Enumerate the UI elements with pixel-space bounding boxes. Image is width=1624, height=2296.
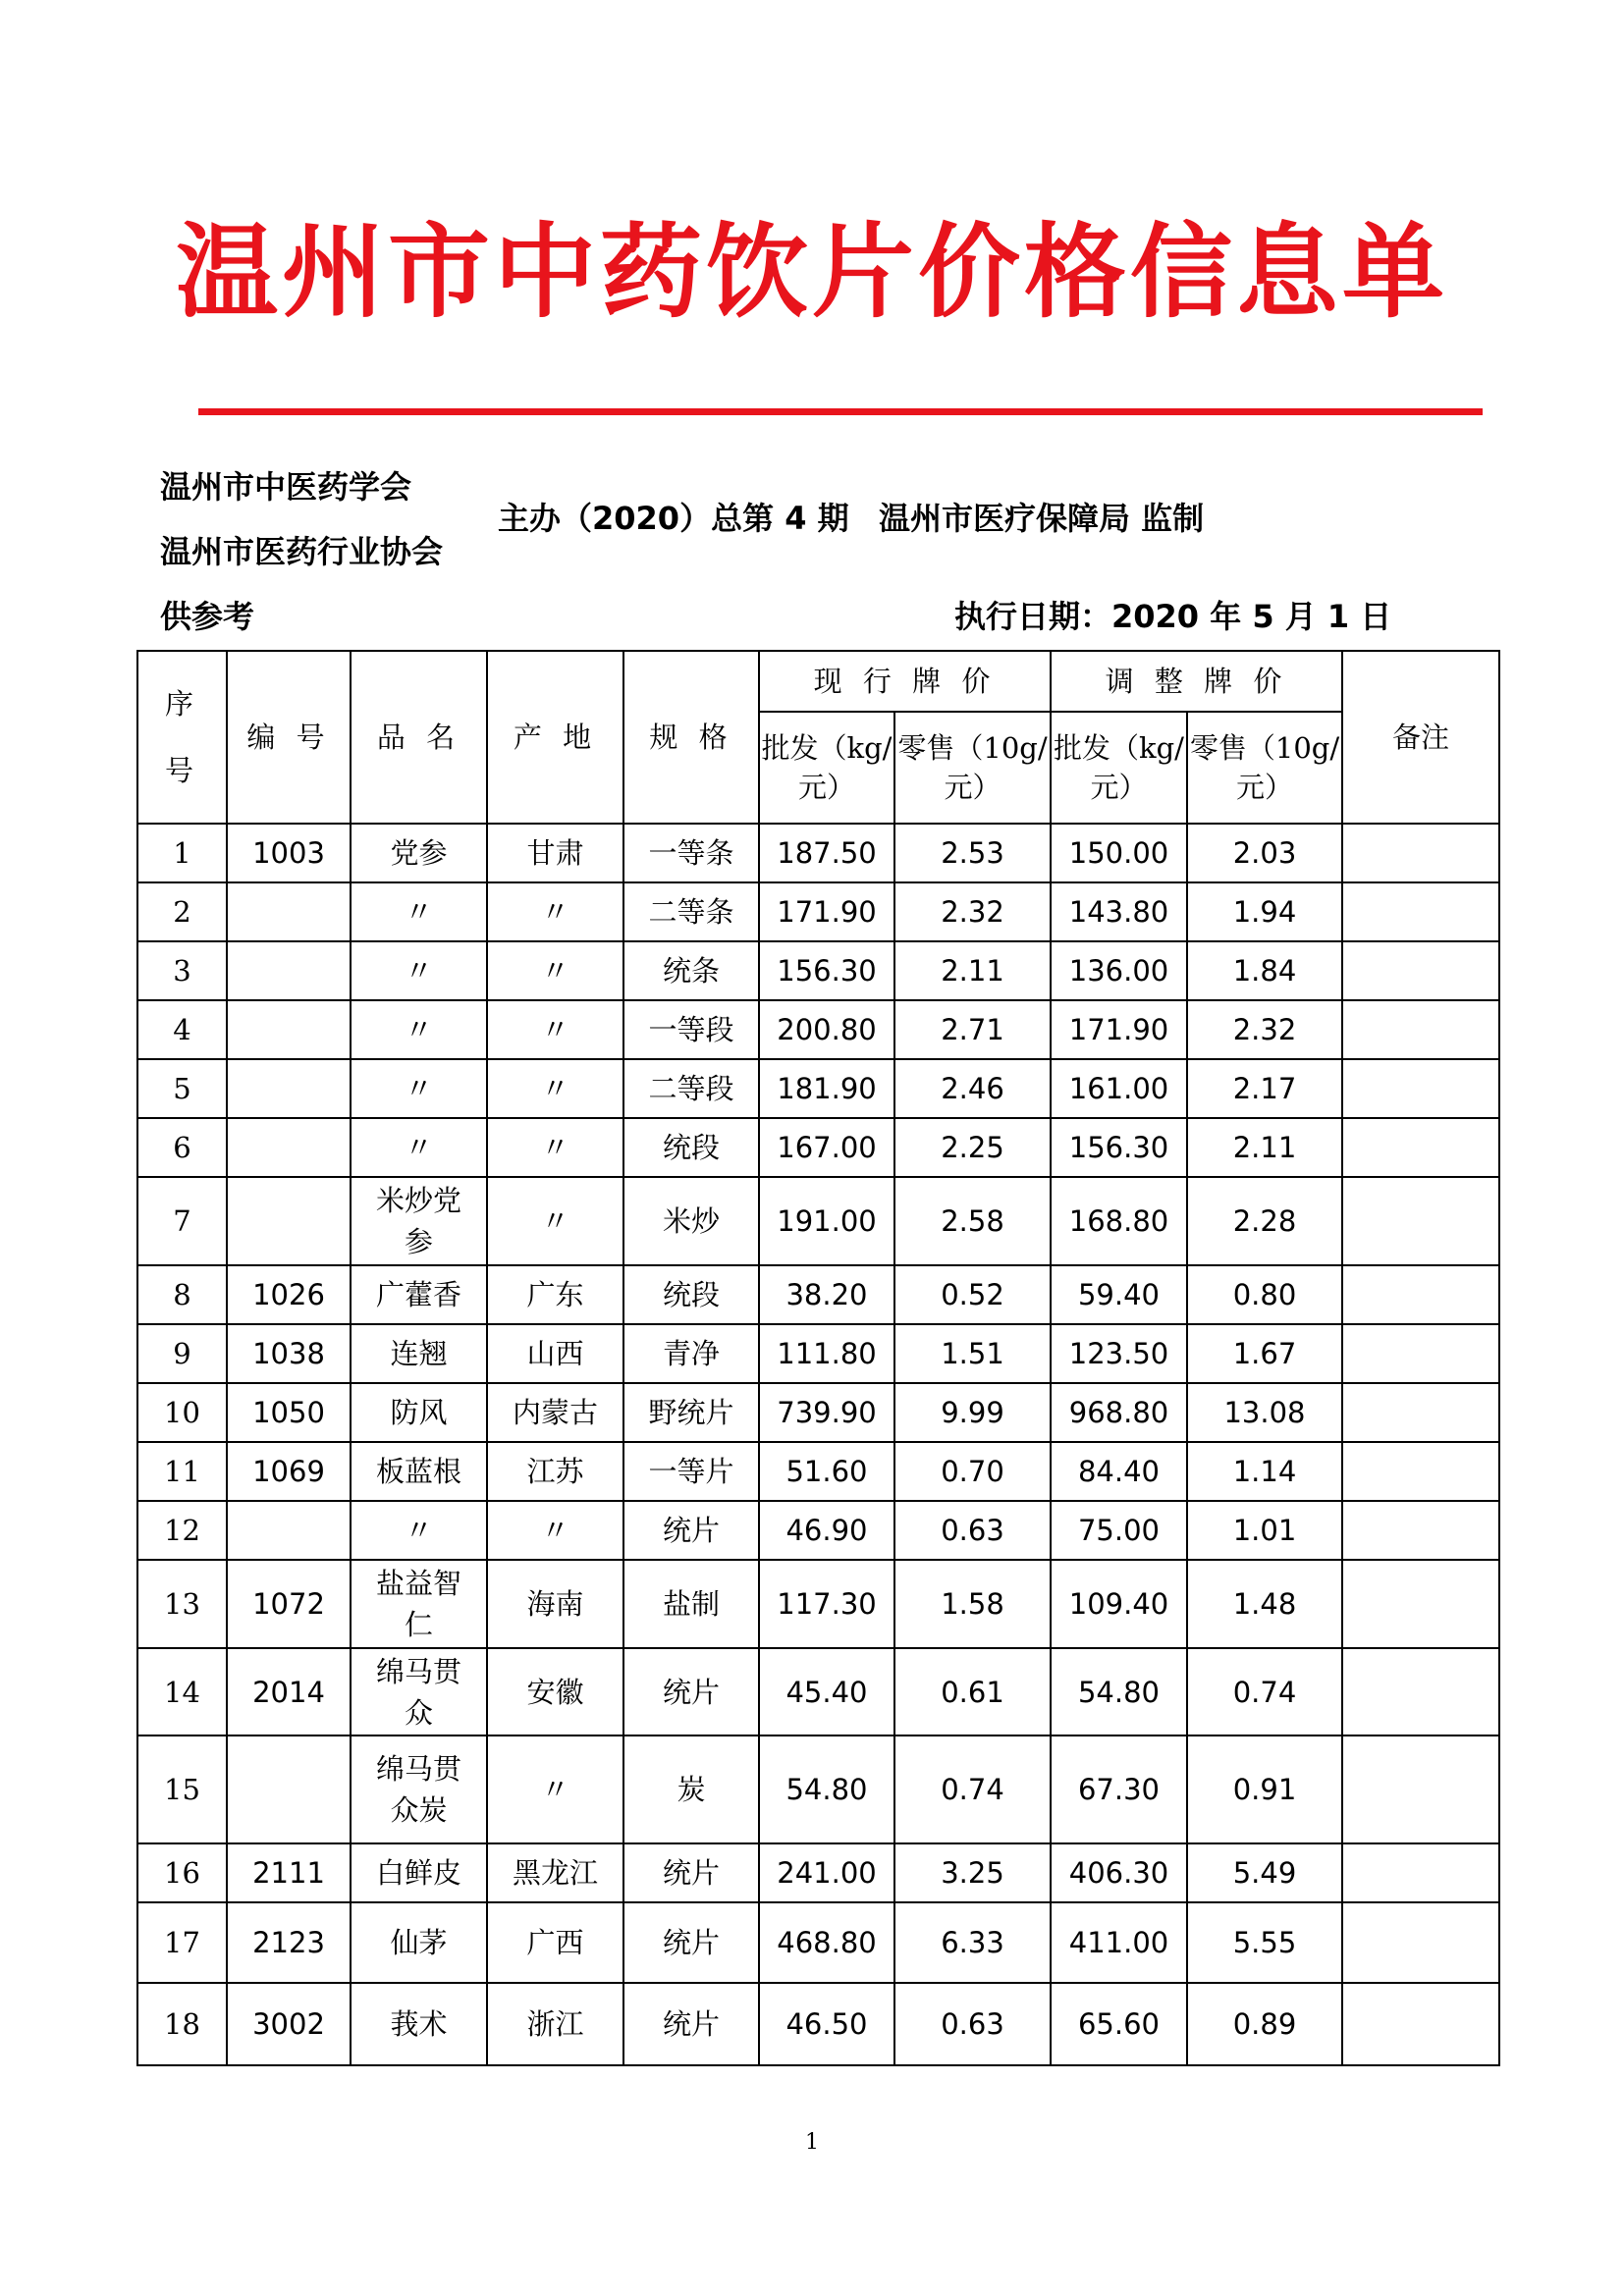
cell-adjusted-retail: 1.48 [1187,1560,1342,1648]
price-table [136,650,1500,2066]
cell-current-wholesale: 200.80 [759,1000,894,1059]
cell-remark [1342,1983,1499,2065]
cell-origin: 〃 [487,1501,623,1560]
cell-origin: 广西 [487,1902,623,1983]
cell-current-retail: 0.61 [894,1648,1051,1735]
cell-current-wholesale: 51.60 [759,1442,894,1501]
cell-adjusted-wholesale: 59.40 [1051,1265,1187,1324]
cell-origin: 〃 [487,941,623,1000]
cell-name: 板蓝根 [351,1442,487,1501]
cell-seq: 14 [137,1648,227,1735]
cell-code [227,1118,351,1177]
cell-current-wholesale: 54.80 [759,1735,894,1843]
cell-name: 〃 [351,882,487,941]
cell-current-retail: 9.99 [894,1383,1051,1442]
cell-origin: 甘肃 [487,824,623,882]
cell-seq: 17 [137,1902,227,1983]
cell-adjusted-wholesale: 65.60 [1051,1983,1187,2065]
cell-spec: 统段 [623,1265,759,1324]
header-code: 编 号 [227,651,351,824]
cell-adjusted-retail: 1.67 [1187,1324,1342,1383]
cell-seq: 10 [137,1383,227,1442]
cell-code: 2014 [227,1648,351,1735]
cell-code: 2123 [227,1902,351,1983]
cell-spec: 统片 [623,1843,759,1902]
cell-current-wholesale: 167.00 [759,1118,894,1177]
cell-current-retail: 2.25 [894,1118,1051,1177]
organizer-2: 温州市医药行业协会 [160,533,444,570]
table-row [137,1000,1499,1059]
cell-adjusted-wholesale: 109.40 [1051,1560,1187,1648]
cell-remark [1342,1324,1499,1383]
cell-adjusted-retail: 5.55 [1187,1902,1342,1983]
cell-code: 1026 [227,1265,351,1324]
cell-spec: 一等条 [623,824,759,882]
cell-origin: 〃 [487,882,623,941]
table-row [137,1442,1499,1501]
cell-adjusted-wholesale: 123.50 [1051,1324,1187,1383]
cell-seq: 15 [137,1735,227,1843]
header-name: 品 名 [351,651,487,824]
cell-adjusted-retail: 1.94 [1187,882,1342,941]
cell-name: 〃 [351,1501,487,1560]
cell-current-wholesale: 46.50 [759,1983,894,2065]
cell-adjusted-retail: 1.84 [1187,941,1342,1000]
table-row [137,1118,1499,1177]
cell-current-retail: 2.71 [894,1000,1051,1059]
cell-current-retail: 2.53 [894,824,1051,882]
cell-current-wholesale: 468.80 [759,1902,894,1983]
cell-code: 1038 [227,1324,351,1383]
cell-name: 仙茅 [351,1902,487,1983]
cell-spec: 统片 [623,1902,759,1983]
cell-current-retail: 3.25 [894,1843,1051,1902]
cell-current-wholesale: 241.00 [759,1843,894,1902]
cell-adjusted-wholesale: 168.80 [1051,1177,1187,1265]
cell-current-wholesale: 111.80 [759,1324,894,1383]
cell-current-wholesale: 181.90 [759,1059,894,1118]
cell-current-wholesale: 171.90 [759,882,894,941]
cell-spec: 二等条 [623,882,759,941]
cell-adjusted-retail: 2.17 [1187,1059,1342,1118]
cell-seq: 16 [137,1843,227,1902]
cell-origin: 〃 [487,1118,623,1177]
cell-current-wholesale: 46.90 [759,1501,894,1560]
cell-adjusted-wholesale: 150.00 [1051,824,1187,882]
cell-adjusted-retail: 2.28 [1187,1177,1342,1265]
document-title: 温州市中药饮片价格信息单 [175,212,1448,332]
header-seq: 序 号 [137,651,227,824]
cell-spec: 米炒 [623,1177,759,1265]
cell-seq: 5 [137,1059,227,1118]
cell-current-wholesale: 187.50 [759,824,894,882]
cell-adjusted-retail: 5.49 [1187,1843,1342,1902]
reference-note: 供参考 [160,598,255,635]
cell-seq: 9 [137,1324,227,1383]
cell-current-wholesale: 739.90 [759,1383,894,1442]
cell-code: 1003 [227,824,351,882]
cell-code: 1069 [227,1442,351,1501]
issue-number: 主办（2020）总第 4 期 [498,500,849,537]
header-adjusted-retail: 零售（10g/元） [1187,712,1342,824]
header-origin: 产 地 [487,651,623,824]
cell-spec: 统片 [623,1983,759,2065]
cell-remark [1342,1843,1499,1902]
cell-origin: 安徽 [487,1648,623,1735]
cell-code: 1050 [227,1383,351,1442]
cell-seq: 18 [137,1983,227,2065]
cell-spec: 统段 [623,1118,759,1177]
cell-name: 〃 [351,1118,487,1177]
cell-remark [1342,1118,1499,1177]
cell-current-retail: 0.63 [894,1983,1051,2065]
cell-spec: 二等段 [623,1059,759,1118]
cell-adjusted-retail: 0.91 [1187,1735,1342,1843]
header-spec: 规 格 [623,651,759,824]
cell-remark [1342,1735,1499,1843]
header-remark: 备注 [1342,651,1499,824]
cell-name: 〃 [351,1000,487,1059]
table-row [137,824,1499,882]
table-row [137,1177,1499,1265]
title-divider [198,408,1483,415]
cell-origin: 内蒙古 [487,1383,623,1442]
cell-remark [1342,1442,1499,1501]
cell-seq: 8 [137,1265,227,1324]
cell-current-retail: 2.11 [894,941,1051,1000]
table-row [137,1324,1499,1383]
cell-origin: 〃 [487,1000,623,1059]
cell-spec: 盐制 [623,1560,759,1648]
cell-current-retail: 2.46 [894,1059,1051,1118]
cell-origin: 江苏 [487,1442,623,1501]
cell-seq: 7 [137,1177,227,1265]
cell-adjusted-retail: 1.14 [1187,1442,1342,1501]
cell-name: 党参 [351,824,487,882]
cell-adjusted-retail: 13.08 [1187,1383,1342,1442]
cell-name: 防风 [351,1383,487,1442]
table-row [137,1265,1499,1324]
cell-spec: 统片 [623,1501,759,1560]
organizer-1: 温州市中医药学会 [160,468,412,506]
cell-current-retail: 0.63 [894,1501,1051,1560]
cell-name: 绵马贯众 [351,1648,487,1735]
cell-adjusted-retail: 2.03 [1187,824,1342,882]
cell-code [227,1059,351,1118]
cell-spec: 炭 [623,1735,759,1843]
cell-current-wholesale: 117.30 [759,1560,894,1648]
cell-code [227,941,351,1000]
cell-origin: 〃 [487,1735,623,1843]
table-row [137,1501,1499,1560]
cell-name: 〃 [351,1059,487,1118]
cell-seq: 3 [137,941,227,1000]
cell-seq: 4 [137,1000,227,1059]
cell-adjusted-wholesale: 143.80 [1051,882,1187,941]
cell-adjusted-wholesale: 968.80 [1051,1383,1187,1442]
effective-date: 执行日期：2020 年 5 月 1 日 [954,598,1392,635]
table-row [137,1648,1499,1735]
cell-seq: 2 [137,882,227,941]
cell-seq: 1 [137,824,227,882]
cell-spec: 野统片 [623,1383,759,1442]
cell-current-wholesale: 45.40 [759,1648,894,1735]
cell-remark [1342,824,1499,882]
cell-current-retail: 2.58 [894,1177,1051,1265]
cell-adjusted-wholesale: 84.40 [1051,1442,1187,1501]
cell-current-retail: 1.51 [894,1324,1051,1383]
table-row [137,1383,1499,1442]
cell-seq: 12 [137,1501,227,1560]
cell-remark [1342,1648,1499,1735]
cell-adjusted-wholesale: 411.00 [1051,1902,1187,1983]
cell-code [227,882,351,941]
cell-current-retail: 0.74 [894,1735,1051,1843]
cell-name: 莪术 [351,1983,487,2065]
cell-adjusted-wholesale: 54.80 [1051,1648,1187,1735]
cell-adjusted-wholesale: 161.00 [1051,1059,1187,1118]
cell-name: 〃 [351,941,487,1000]
table-row [137,1983,1499,2065]
table-row [137,1902,1499,1983]
cell-adjusted-wholesale: 136.00 [1051,941,1187,1000]
cell-adjusted-retail: 1.01 [1187,1501,1342,1560]
cell-adjusted-wholesale: 67.30 [1051,1735,1187,1843]
cell-current-retail: 2.32 [894,882,1051,941]
cell-origin: 黑龙江 [487,1843,623,1902]
cell-seq: 6 [137,1118,227,1177]
cell-adjusted-wholesale: 171.90 [1051,1000,1187,1059]
cell-name: 米炒党参 [351,1177,487,1265]
cell-current-retail: 6.33 [894,1902,1051,1983]
table-row [137,1735,1499,1843]
cell-spec: 一等片 [623,1442,759,1501]
cell-remark [1342,1265,1499,1324]
cell-remark [1342,1501,1499,1560]
header-current-price: 现 行 牌 价 [759,651,1051,712]
cell-origin: 浙江 [487,1983,623,2065]
cell-spec: 统片 [623,1648,759,1735]
cell-code [227,1000,351,1059]
table-row [137,1843,1499,1902]
cell-spec: 青净 [623,1324,759,1383]
cell-code: 1072 [227,1560,351,1648]
table-row [137,882,1499,941]
cell-adjusted-wholesale: 75.00 [1051,1501,1187,1560]
cell-name: 连翘 [351,1324,487,1383]
cell-current-retail: 1.58 [894,1560,1051,1648]
cell-code: 3002 [227,1983,351,2065]
cell-origin: 海南 [487,1560,623,1648]
cell-current-retail: 0.52 [894,1265,1051,1324]
table-row [137,1560,1499,1648]
cell-origin: 山西 [487,1324,623,1383]
table-row [137,941,1499,1000]
header-adjusted-price: 调 整 牌 价 [1051,651,1342,712]
cell-adjusted-wholesale: 156.30 [1051,1118,1187,1177]
cell-adjusted-retail: 2.32 [1187,1000,1342,1059]
cell-current-wholesale: 191.00 [759,1177,894,1265]
cell-name: 广藿香 [351,1265,487,1324]
cell-adjusted-retail: 0.89 [1187,1983,1342,2065]
cell-adjusted-retail: 0.74 [1187,1648,1342,1735]
cell-origin: 〃 [487,1059,623,1118]
header-adjusted-wholesale: 批发（kg/元） [1051,712,1187,824]
cell-code [227,1501,351,1560]
cell-current-wholesale: 156.30 [759,941,894,1000]
cell-name: 白鲜皮 [351,1843,487,1902]
header-current-wholesale: 批发（kg/元） [759,712,894,824]
cell-code [227,1735,351,1843]
cell-remark [1342,1560,1499,1648]
cell-code: 2111 [227,1843,351,1902]
cell-spec: 统条 [623,941,759,1000]
cell-remark [1342,1383,1499,1442]
cell-remark [1342,1059,1499,1118]
cell-seq: 11 [137,1442,227,1501]
cell-adjusted-retail: 0.80 [1187,1265,1342,1324]
cell-adjusted-wholesale: 406.30 [1051,1843,1187,1902]
cell-name: 绵马贯众炭 [351,1735,487,1843]
cell-spec: 一等段 [623,1000,759,1059]
cell-name: 盐益智仁 [351,1560,487,1648]
cell-seq: 13 [137,1560,227,1648]
cell-remark [1342,882,1499,941]
cell-remark [1342,941,1499,1000]
supervisor: 温州市医疗保障局 监制 [879,500,1205,537]
table-row [137,1059,1499,1118]
cell-remark [1342,1902,1499,1983]
cell-code [227,1177,351,1265]
cell-remark [1342,1177,1499,1265]
page-number: 1 [805,2130,819,2155]
header-current-retail: 零售（10g/元） [894,712,1051,824]
cell-current-retail: 0.70 [894,1442,1051,1501]
cell-origin: 广东 [487,1265,623,1324]
cell-origin: 〃 [487,1177,623,1265]
cell-remark [1342,1000,1499,1059]
cell-current-wholesale: 38.20 [759,1265,894,1324]
cell-adjusted-retail: 2.11 [1187,1118,1342,1177]
